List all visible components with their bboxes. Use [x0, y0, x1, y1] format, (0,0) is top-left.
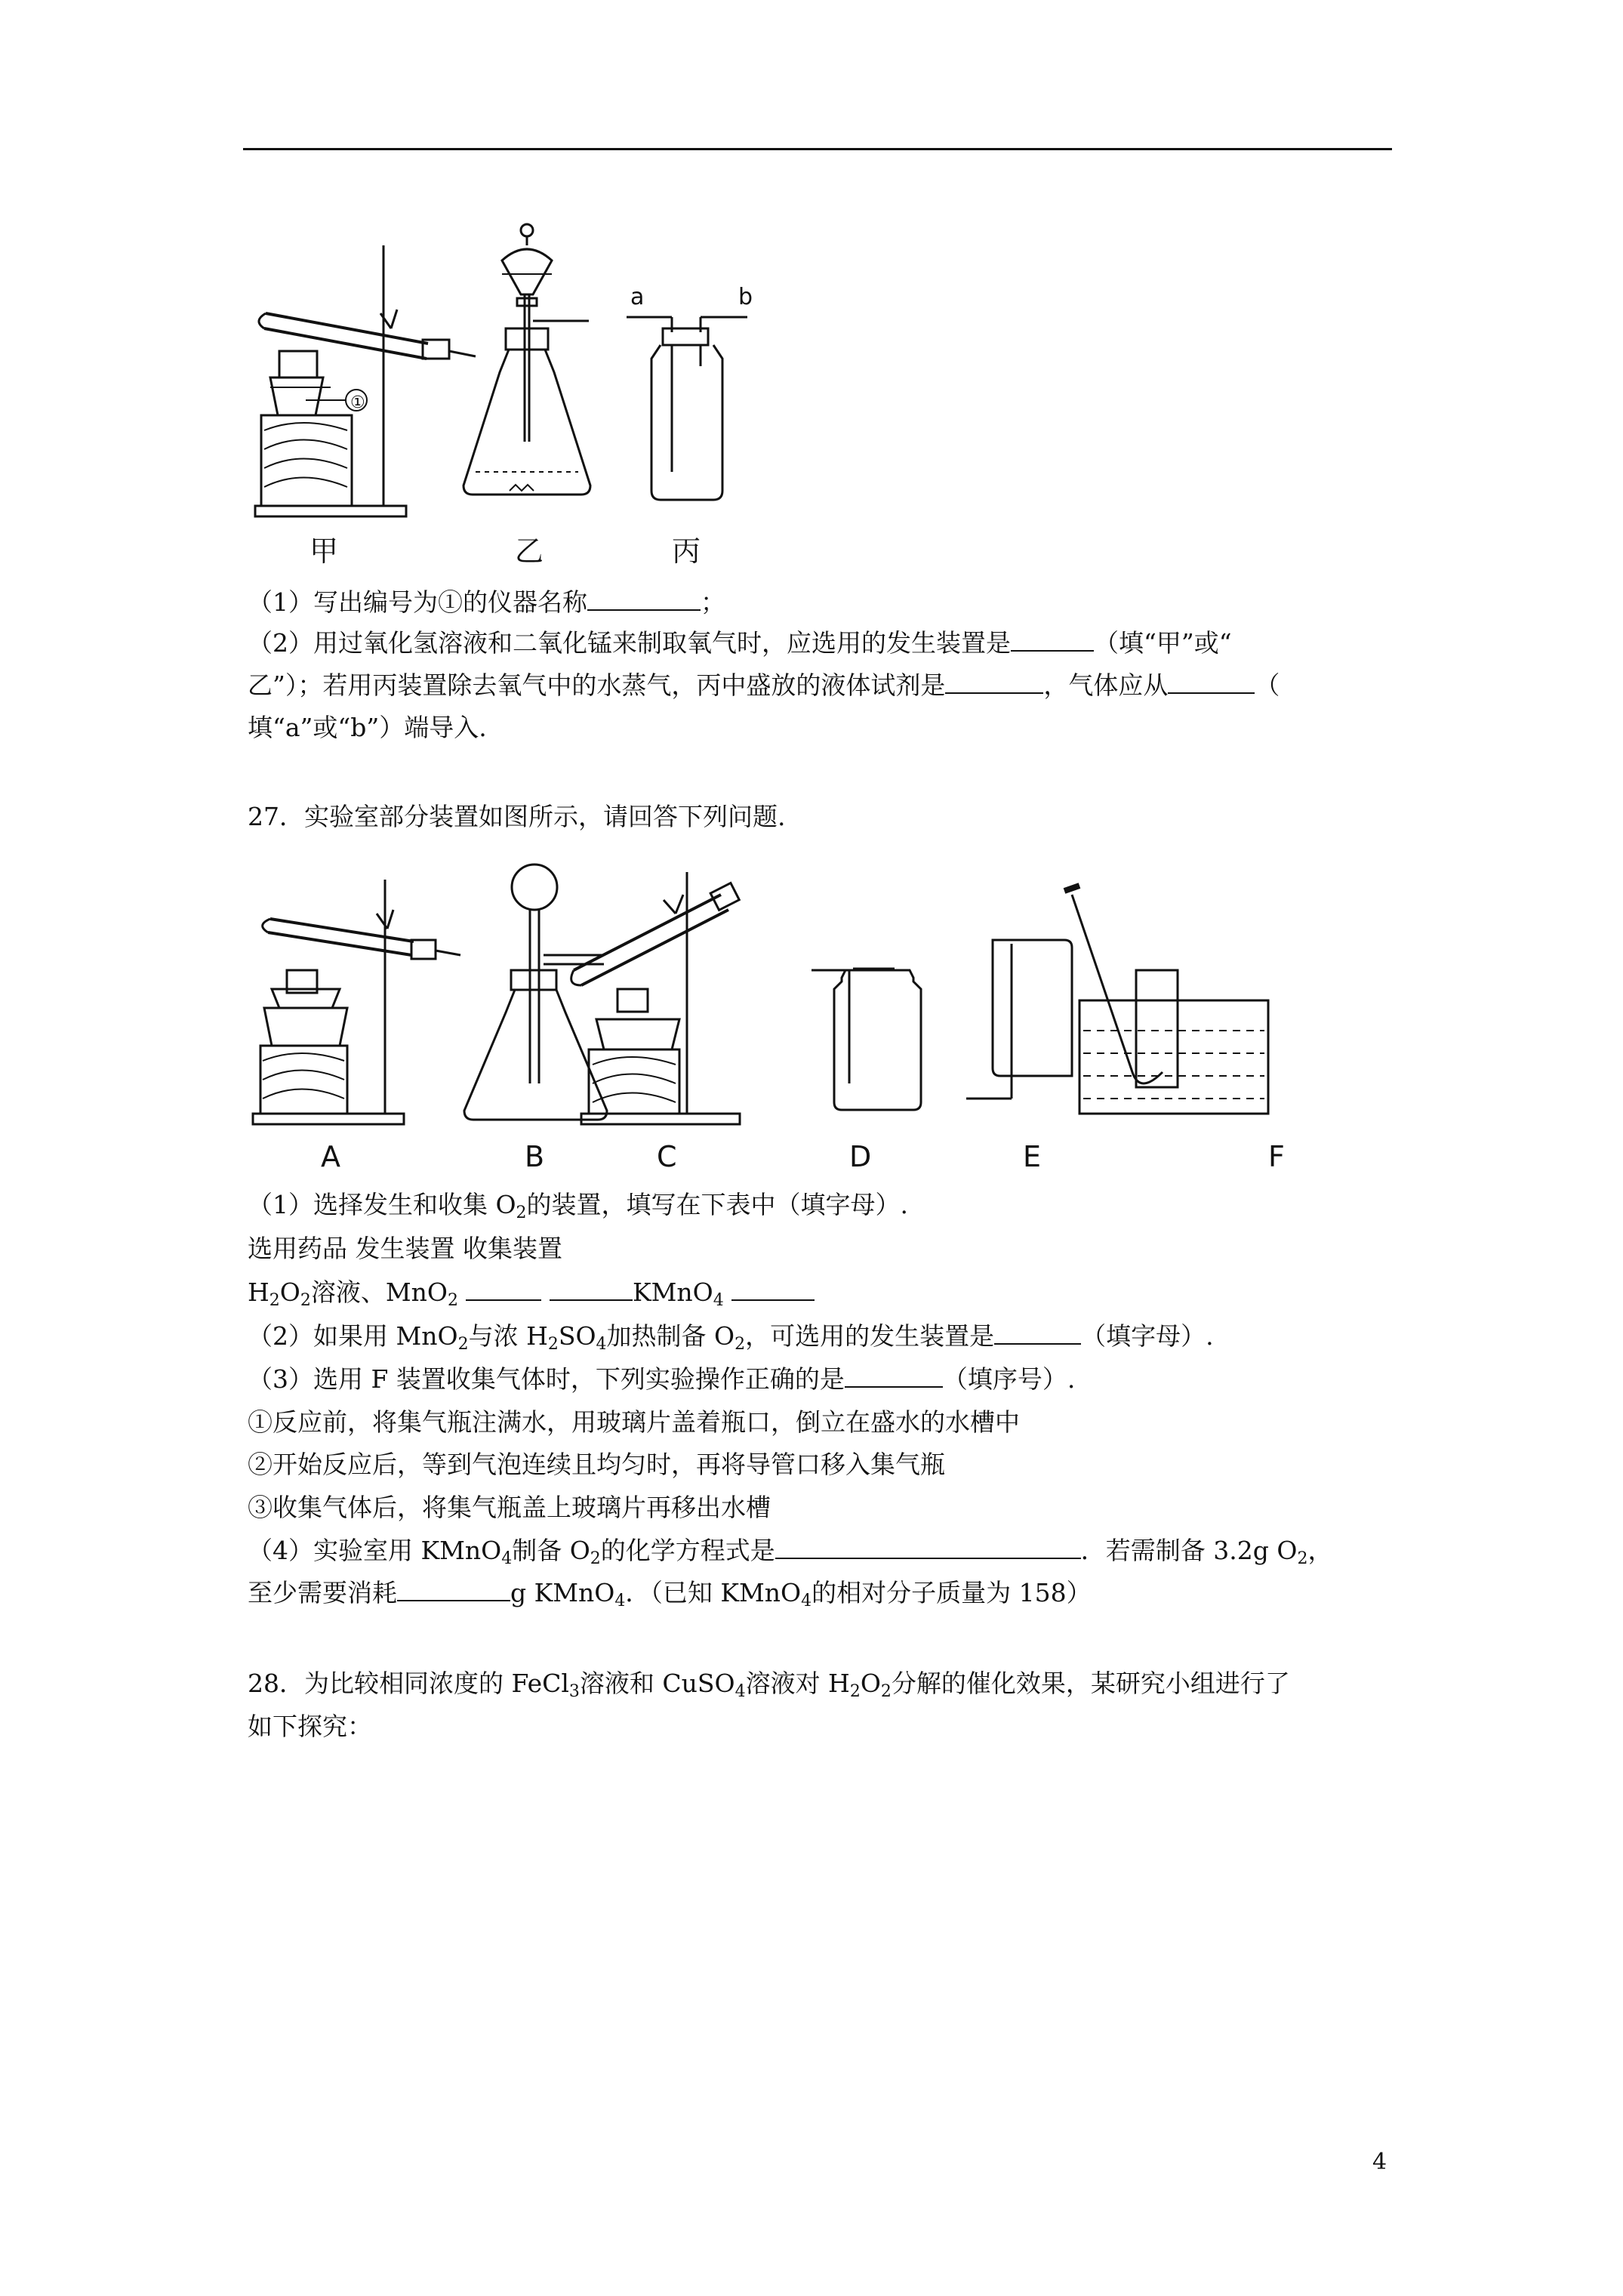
- answer-blank[interactable]: [1168, 670, 1255, 694]
- q28-line2: 如下探究：: [248, 1712, 372, 1741]
- apparatus-b: [464, 864, 607, 1120]
- q27-part4-line1: （4）实验室用 KMnO$_4$制备 $O_2$的化学方程式是 ．若需制备 3.2g $O_2$，: [248, 1536, 1333, 1568]
- marker-1-label: ①: [350, 393, 365, 412]
- q28-line1: 28．为比较相同浓度的 FeCl$_3$溶液和 CuSO$_4$溶液对 $H_2O_2$分解的催化效果，某研究小组进行了: [248, 1669, 1290, 1701]
- label-c: C: [657, 1140, 677, 1173]
- apparatus-e: [966, 940, 1072, 1099]
- answer-blank[interactable]: [845, 1364, 943, 1388]
- apparatus-d: [430, 857, 921, 1110]
- apparatus-a: [253, 880, 460, 1124]
- answer-blank[interactable]: [945, 670, 1043, 694]
- label-yi: 乙: [515, 535, 544, 568]
- q27-option-1: ①反应前，将集气瓶注满水，用玻璃片盖着瓶口，倒立在盛水的水槽中: [248, 1407, 1020, 1437]
- q27-part4-line2: 至少需要消耗 g KMnO$_4$．（已知 KMnO$_4$的相对分子质量为 158）: [248, 1578, 1092, 1610]
- q27-table-header: 选用药品 发生装置 收集装置: [248, 1234, 562, 1263]
- apparatus-jia: [255, 245, 476, 516]
- answer-blank[interactable]: [775, 1535, 1081, 1559]
- answer-blank[interactable]: [550, 1277, 633, 1301]
- label-b: B: [525, 1140, 545, 1173]
- q26-part1: （1）写出编号为①的仪器名称 ；: [248, 587, 725, 617]
- q26-part2-line3: 填“a”或“b”）端导入.: [248, 713, 487, 742]
- port-a-label: a: [630, 284, 645, 310]
- q27-title: 27．实验室部分装置如图所示，请回答下列问题.: [248, 802, 786, 831]
- label-f: F: [1268, 1140, 1285, 1173]
- apparatus-bing: [627, 317, 747, 500]
- q27-option-2: ②开始反应后，等到气泡连续且均匀时，再将导管口移入集气瓶: [248, 1450, 945, 1479]
- header-rule: [243, 148, 1392, 150]
- answer-blank[interactable]: [1011, 627, 1094, 652]
- label-e: E: [1023, 1140, 1042, 1173]
- q26-part2-line1: （2）用过氧化氢溶液和二氧化锰来制取氧气时，应选用的发生装置是 （填“甲”或“: [248, 628, 1232, 658]
- answer-blank[interactable]: [466, 1277, 541, 1301]
- page-number: 4: [1372, 2149, 1387, 2175]
- q27-part1: （1）选择发生和收集 $O_2$的装置，填写在下表中（填字母）.: [248, 1190, 909, 1222]
- label-d: D: [849, 1140, 872, 1173]
- label-jia: 甲: [310, 535, 339, 568]
- label-bing: 丙: [672, 535, 701, 568]
- apparatus-f: [1064, 886, 1268, 1114]
- answer-blank[interactable]: [994, 1321, 1081, 1345]
- q27-table-row: $H_2O_2$溶液、MnO$_2$ KMnO$_4$: [248, 1276, 815, 1309]
- answer-blank[interactable]: [731, 1277, 815, 1301]
- answer-blank[interactable]: [587, 587, 701, 611]
- port-b-label: b: [738, 284, 753, 310]
- q27-part3: （3）选用 F 装置收集气体时，下列实验操作正确的是 （填序号）.: [248, 1364, 1076, 1394]
- apparatus-yi: [463, 224, 590, 495]
- q26-part2-line2: 乙”）；若用丙装置除去氧气中的水蒸气，丙中盛放的液体试剂是 ，气体应从 （: [248, 670, 1280, 700]
- q27-part2: （2）如果用 MnO$_2$与浓 $H_2SO_4$加热制备 $O_2$，可选用的发生装置是 （填字母）.: [248, 1321, 1214, 1354]
- answer-blank[interactable]: [397, 1577, 510, 1601]
- q27-option-3: ③收集气体后，将集气瓶盖上玻璃片再移出水槽: [248, 1493, 771, 1522]
- label-a: A: [321, 1140, 340, 1173]
- apparatus-figure-2: [249, 857, 1397, 1174]
- apparatus-figure-1: [249, 215, 830, 570]
